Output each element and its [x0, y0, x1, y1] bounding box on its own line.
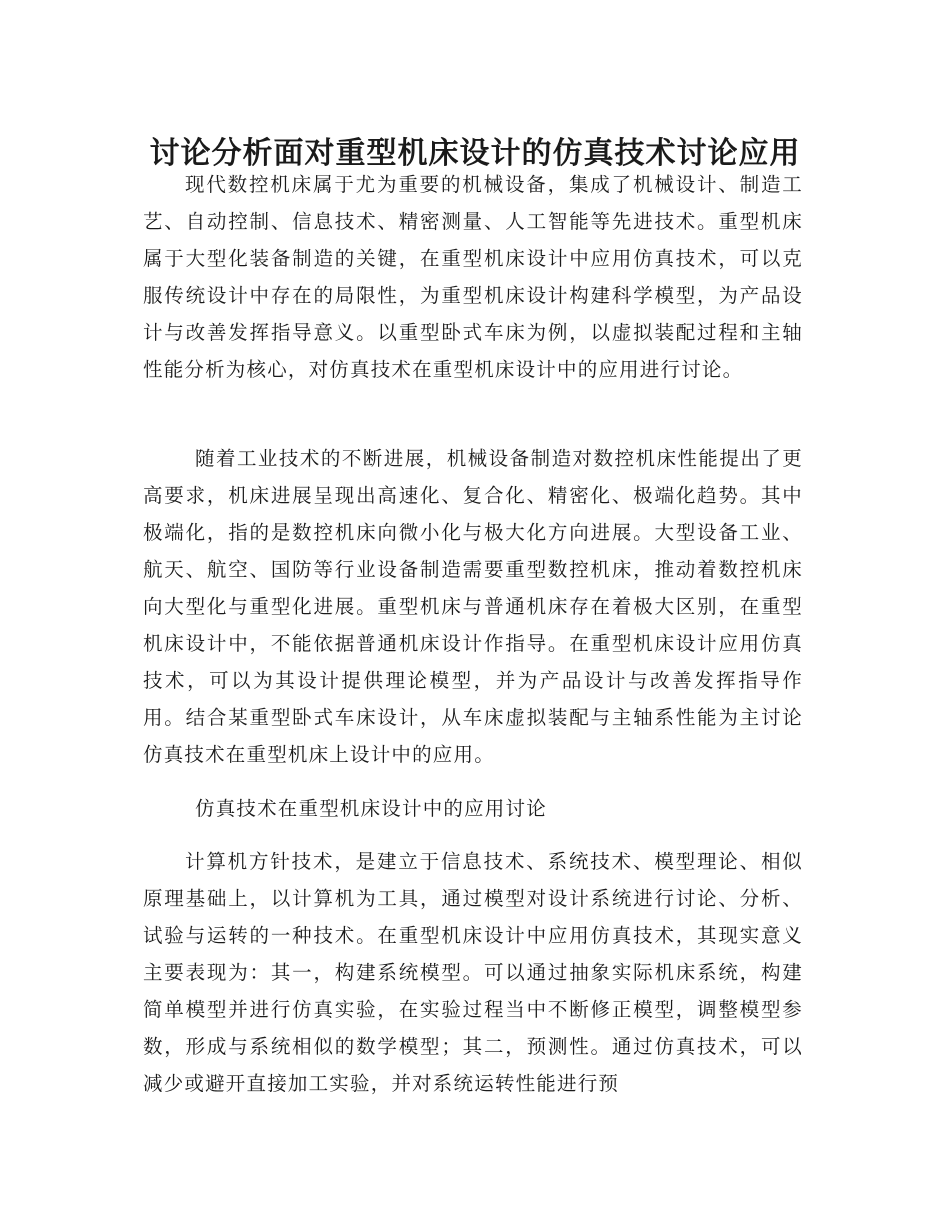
paragraph-intro: 现代数控机床属于尤为重要的机械设备，集成了机械设计、制造工艺、自动控制、信息技术、精密测量、人工智能等先进技术。重型机床属于大型化装备制造的关键，在重型机床设计中应用仿真技术，可以克服传统设计中存在的局限性，为重型机床设计构建科学模型，为产品设计与改善发挥指导意义。以重型卧式车床为例，以虚拟装配过程和主轴性能分析为核心，对仿真技术在重型机床设计中的应用进行讨论。 [143, 173, 803, 381]
document-title: 讨论分析面对重型机床设计的仿真技术讨论应用 [149, 136, 801, 172]
paragraph-simulation: 计算机方针技术，是建立于信息技术、系统技术、模型理论、相似原理基础上，以计算机为工具，通过模型对设计系统进行讨论、分析、试验与运转的一种技术。在重型机床设计中应用仿真技术，其现实意义主要表现为：其一，构建系统模型。可以通过抽象实际机床系统，构建简单模型并进行仿真实验，在实验过程当中不断修正模型，调整模型参数，形成与系统相似的数学模型；其二，预测性。通过仿真技术，可以减少或避开直接加工实验，并对系统运转性能进行预 [143, 850, 803, 1095]
paragraph-background: 随着工业技术的不断进展，机械设备制造对数控机床性能提出了更高要求，机床进展呈现出高速化、复合化、精密化、极端化趋势。其中极端化，指的是数控机床向微小化与极大化方向进展。大型设备工业、航天、航空、国防等行业设备制造需要重型数控机床，推动着数控机床向大型化与重型化进展。重型机床与普通机床存在着极大区别，在重型机床设计中，不能依据普通机床设计作指导。在重型机床设计应用仿真技术，可以为其设计提供理论模型，并为产品设计与改善发挥指导作用。结合某重型卧式车床设计，从车床虚拟装配与主轴系性能为主讨论仿真技术在重型机床上设计中的应用。 [143, 447, 803, 766]
section-heading: 仿真技术在重型机床设计中的应用讨论 [195, 797, 547, 820]
